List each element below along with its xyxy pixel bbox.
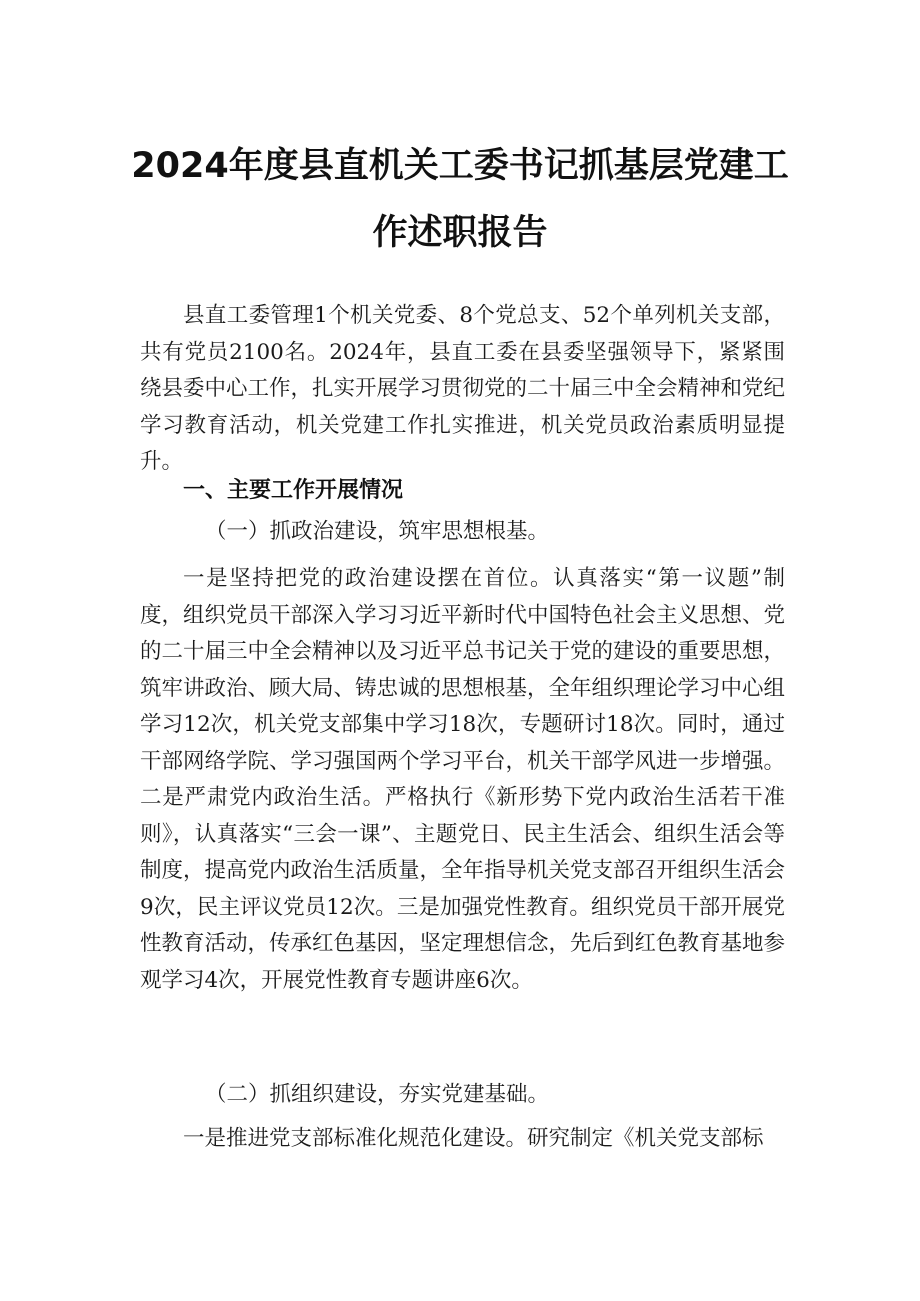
document-title-line-1: 2024年度县直机关工委书记抓基层党建工 [131,146,789,186]
subsection-paragraph-organization: 一是推进党支部标准化规范化建设。研究制定《机关党支部标 [183,1126,764,1151]
section-heading-main-work: 一、主要工作开展情况 [183,478,404,503]
subsection-paragraph-political: 一是坚持把党的政治建设摆在首位。认真落实“第一议题”制度，组织党员干部深入学习习近平新时代中国特色社会主义思想、党的二十届三中全会精神以及习近平总书记关于党的建设的重要思想，筑牢讲政治、顾大局、铸忠诚的思想根基，全年组织理论学习中心组学习12次，机关党支部集中学习18次，专题研讨18次。同时，通过干部网络学院、学习强国两个学习平台，机关干部学风进一步增强。二是严肃党内政治生活。严格执行《新形势下党内政治生活若干准则》，认真落实“三会一课”、主题党日、民主生活会、组织生活会等制度，提高党内政治生活质量，全年指导机关党支部召开组织生活会9次，民主评议党员12次。三是加强党性教育。组织党员干部开展党性教育活动，传承红色基因，坚定理想信念，先后到红色教育基地参观学习4次，开展党性教育专题讲座6次。 [140,566,786,993]
document-title-line-2: 作述职报告 [372,213,548,253]
intro-paragraph: 县直工委管理1个机关党委、8个党总支、52个单列机关支部，共有党员2100名。2024年，县直工委在县委坚强领导下，紧紧围绕县委中心工作，扎实开展学习贯彻党的二十届三中全会精神和党纪学习教育活动，机关党建工作扎实推进，机关党员政治素质明显提升。 [140,303,786,474]
subsection-heading-organization: （二）抓组织建设，夯实党建基础。 [205,1082,550,1107]
subsection-heading-political: （一）抓政治建设，筑牢思想根基。 [205,519,550,544]
